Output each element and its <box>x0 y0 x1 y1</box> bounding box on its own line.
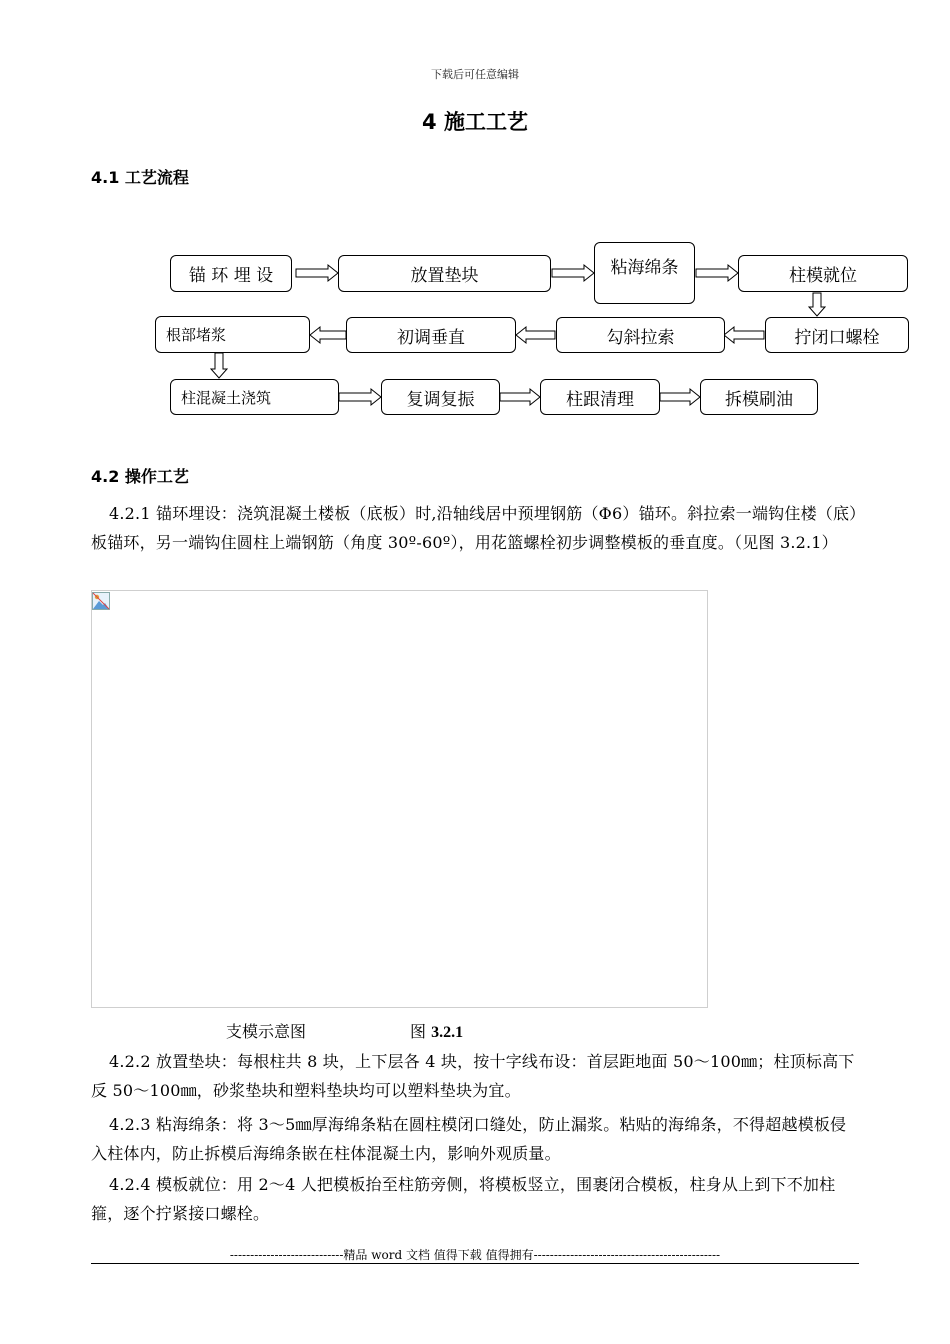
arrow-left <box>310 327 346 343</box>
paragraph-4-2-2: 4.2.2 放置垫块：每根柱共 8 块，上下层各 4 块，按十字线布设：首层距地面 50～100㎜；柱顶标高下反 50～100㎜，砂浆垫块和塑料垫块均可以塑料垫块为宜。 <box>91 1052 855 1100</box>
arrow-right <box>696 265 738 281</box>
arrow-right <box>660 389 700 405</box>
flow-step-hook-cables: 勾斜拉索 <box>556 317 725 353</box>
flow-step-tighten-bolts: 拧闭口螺栓 <box>765 317 909 353</box>
arrow-down <box>809 293 825 316</box>
flow-step-formwork-position: 柱模就位 <box>738 255 908 292</box>
paragraph-4-2-4: 4.2.4 模板就位：用 2～4 人把模板抬至柱筋旁侧，将模板竖立，围裹闭合模板，柱身从上到下不加柱箍，逐个拧紧接口螺栓。 <box>91 1175 836 1223</box>
section-heading-4-2: 4.2 操作工艺 <box>91 467 189 486</box>
figure-image-placeholder <box>91 590 708 1008</box>
flow-step-anchor-ring: 锚 环 埋 设 <box>170 255 292 292</box>
figure-caption-title: 支模示意图 <box>226 1022 307 1041</box>
paragraph-4-2-3: 4.2.3 粘海绵条：将 3～5㎜厚海绵条粘在圆柱模闭口缝处，防止漏浆。粘贴的海绵条，不得超越模板侵入柱体内，防止拆模后海绵条嵌在柱体混凝土内，影响外观质量。 <box>91 1115 847 1163</box>
footer-text: ----------------------------精品 word 文档 值得下载 值得拥有---------------------------------------------- <box>229 1248 721 1262</box>
flow-step-initial-plumb: 初调垂直 <box>346 317 516 353</box>
arrow-right <box>500 389 540 405</box>
chapter-title: 4 施工工艺 <box>422 110 528 134</box>
figure-caption-number <box>410 1019 463 1042</box>
arrow-right <box>296 265 338 281</box>
arrow-down <box>211 353 227 378</box>
figure-caption-prefix: 图 <box>410 1022 432 1041</box>
arrow-left <box>516 327 555 343</box>
flow-step-concrete-pour: 柱混凝土浇筑 <box>170 379 339 415</box>
flowchart-arrows <box>0 0 950 430</box>
flow-step-sponge-strip: 粘海绵条 <box>594 242 695 304</box>
broken-image-icon <box>92 592 110 610</box>
flow-step-base-clean: 柱跟清理 <box>540 379 660 415</box>
flow-step-readjust-vibrate: 复调复振 <box>381 379 500 415</box>
flow-step-base-grouting: 根部堵浆 <box>155 316 310 353</box>
header-note: 下载后可任意编辑 <box>431 68 519 81</box>
footer-divider <box>91 1263 859 1264</box>
arrow-left <box>724 327 764 343</box>
arrow-right <box>552 265 594 281</box>
flow-step-strip-oil: 拆模刷油 <box>700 379 818 415</box>
paragraph-4-2-1: 4.2.1 锚环埋设：浇筑混凝土楼板（底板）时,沿轴线居中预埋钢筋（Φ6）锚环。斜拉索一端钩住楼（底）板锚环，另一端钩住圆柱上端钢筋（角度 30º-60º），用花篮螺栓初步调整模板的垂直度。（见图 3.2.1） <box>91 504 858 552</box>
flow-step-place-pads: 放置垫块 <box>338 255 551 292</box>
figure-number: 3.2.1 <box>431 1024 464 1041</box>
section-heading-4-1: 4.1 工艺流程 <box>91 168 189 187</box>
arrow-right <box>339 389 381 405</box>
